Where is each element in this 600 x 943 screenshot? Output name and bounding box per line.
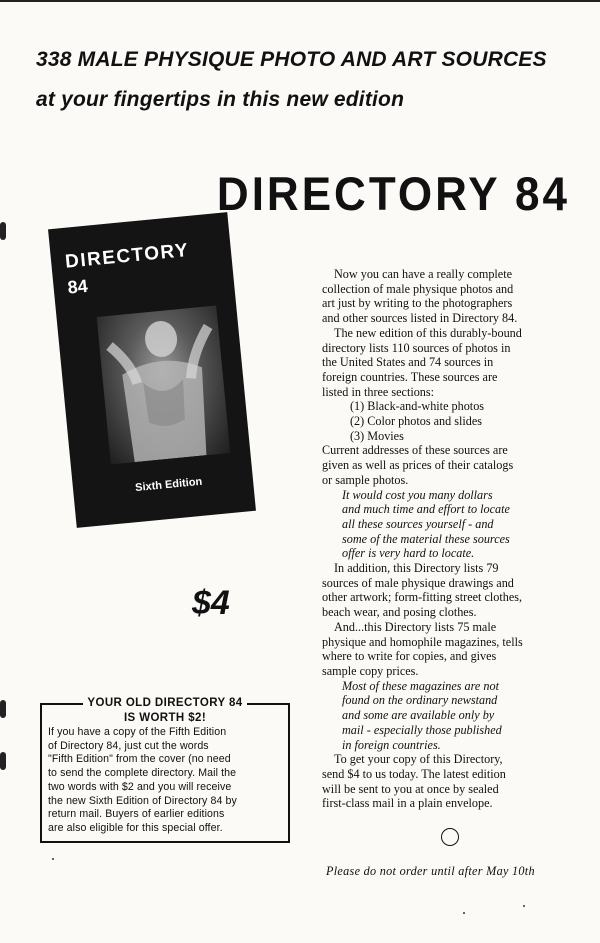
body-line: In addition, this Directory lists 79 [334, 561, 499, 576]
body-line: or sample photos. [322, 472, 409, 487]
old-directory-line: two words with $2 and you will receive [48, 780, 232, 793]
italic-line: found on the ordinary newstand [342, 693, 498, 708]
body-line: The new edition of this durably-bound [334, 325, 522, 340]
body-line: where to write for copies, and gives [322, 649, 497, 664]
price: $4 [192, 584, 230, 622]
scan-edge-mark [0, 700, 6, 718]
circle-icon [441, 828, 459, 846]
italic-line: all these sources yourself - and [342, 516, 494, 531]
headline-line-2: at your fingertips in this new edition [36, 88, 405, 111]
italic-line: some of the material these sources [342, 531, 510, 546]
old-directory-line: If you have a copy of the Fifth Edition [48, 726, 227, 738]
old-directory-heading-1: YOUR OLD DIRECTORY 84 [83, 697, 246, 709]
old-directory-line: return mail. Buyers of earlier editions [48, 808, 225, 821]
body-line: To get your copy of this Directory, [334, 752, 503, 767]
body-line: other artwork; form-fitting street clothes, [322, 590, 523, 605]
body-line: art just by writing to the photographers [322, 296, 513, 311]
body-column [322, 267, 570, 811]
body-line: beach wear, and posing clothes. [322, 605, 477, 620]
section-item: (2) Color photos and slides [350, 414, 483, 429]
speck [52, 858, 54, 860]
old-directory-line: "Fifth Edition" from the cover (no need [48, 753, 231, 766]
body-line: And...this Directory lists 75 male [334, 619, 497, 634]
cover-physique-photo [97, 306, 231, 465]
cover-edition: Sixth Edition [134, 475, 203, 495]
body-line: listed in three sections: [322, 384, 435, 399]
old-directory-line: to send the complete directory. Mail the [48, 767, 237, 780]
body-line: sources of male physique drawings and [322, 575, 514, 590]
book-cover [48, 212, 256, 528]
cover-number: 84 [66, 275, 89, 298]
speck [523, 905, 525, 907]
body-line: first-class mail in a plain envelope. [322, 796, 493, 811]
body-line: Current addresses of these sources are [322, 443, 508, 458]
body-line: and other sources listed in Directory 84. [322, 311, 518, 326]
speck [463, 912, 465, 914]
body-line: send $4 to us today. The latest edition [322, 766, 506, 781]
italic-line: and some are available only by [342, 708, 495, 723]
body-line: directory lists 110 sources of photos in [322, 340, 511, 355]
cover-photo-figure [97, 306, 231, 465]
headline-line-1: 338 MALE PHYSIQUE PHOTO AND ART SOURCES [36, 48, 547, 71]
scan-edge-mark [0, 752, 6, 770]
body-line: Now you can have a really complete [334, 267, 512, 281]
old-directory-body [48, 726, 284, 836]
scan-edge-mark [0, 222, 6, 240]
section-item: (1) Black-and-white photos [350, 399, 485, 414]
body-line: will be sent to you at once by sealed [322, 781, 499, 796]
old-directory-line: of Directory 84, just cut the words [48, 739, 209, 752]
body-line: sample copy prices. [322, 663, 419, 678]
old-directory-line: are also eligible for this special offer. [48, 821, 223, 834]
old-directory-heading-2: IS WORTH $2! [123, 712, 207, 724]
section-item: (3) Movies [350, 428, 404, 443]
body-line: the United States and 74 sources in [322, 355, 494, 370]
directory-title: DIRECTORY 84 [216, 168, 570, 221]
body-line: given as well as prices of their catalogs [322, 458, 514, 473]
italic-line: and much time and effort to locate [342, 502, 510, 517]
italic-line: Most of these magazines are not [342, 678, 499, 693]
body-line: physique and homophile magazines, tells [322, 634, 523, 649]
body-line: collection of male physique photos and [322, 281, 514, 296]
italic-line: It would cost you many dollars [342, 487, 493, 502]
body-line: foreign countries. These sources are [322, 369, 498, 384]
old-directory-heading [40, 697, 290, 709]
old-directory-line: the new Sixth Edition of Directory 84 by [48, 794, 237, 807]
cover-title: DIRECTORY [64, 239, 191, 273]
footer-note: Please do not order until after May 10th [326, 864, 535, 878]
italic-line: offer is very hard to locate. [342, 546, 475, 561]
italic-line: in foreign countries. [342, 737, 441, 752]
italic-line: mail - especially those published [342, 722, 502, 737]
top-rule [0, 0, 600, 2]
